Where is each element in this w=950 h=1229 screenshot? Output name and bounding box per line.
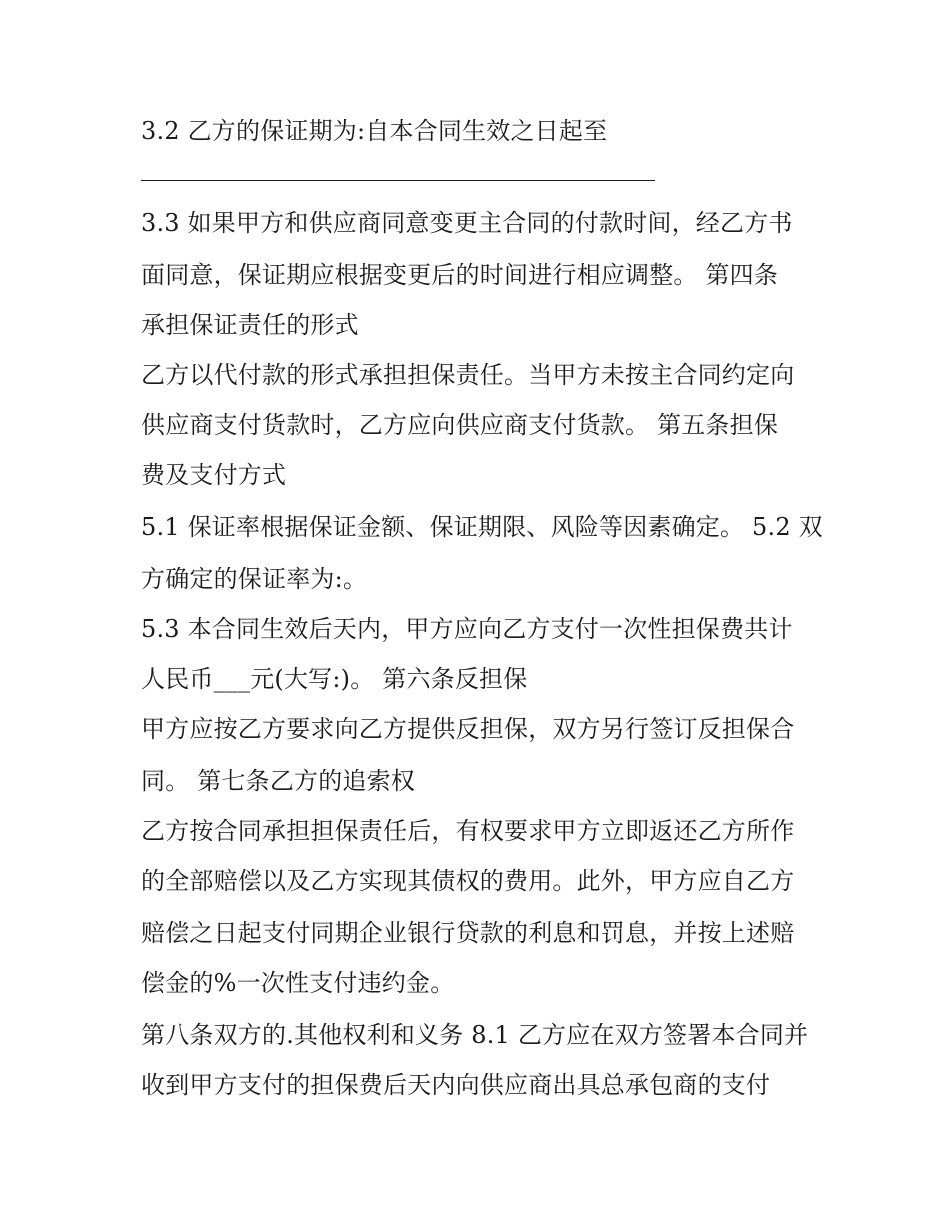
text-line: 承担保证责任的形式 bbox=[141, 311, 359, 339]
text-line: 3.3 如果甲方和供应商同意变更主合同的付款时间，经乙方书 bbox=[141, 209, 793, 237]
text-line: 的全部赔偿以及乙方实现其债权的费用。此外，甲方应自乙方 bbox=[141, 867, 795, 895]
text-line: 5.1 保证率根据保证金额、保证期限、风险等因素确定。 5.2 双 bbox=[141, 513, 823, 541]
text-line: 乙方按合同承担担保责任后，有权要求甲方立即返还乙方所作 bbox=[141, 817, 795, 845]
text-line: 赔偿之日起支付同期企业银行贷款的利息和罚息，并按上述赔 bbox=[141, 919, 795, 947]
text-line: 偿金的%一次性支付违约金。 bbox=[141, 969, 455, 997]
text-line: 第八条双方的.其他权利和义务 8.1 乙方应在双方签署本合同并 bbox=[141, 1021, 809, 1049]
text-line: 面同意，保证期应根据变更后的时间进行相应调整。 第四条 bbox=[141, 261, 779, 289]
text-line: 3.2 乙方的保证期为:自本合同生效之日起至 bbox=[141, 117, 608, 145]
blank-fill-line bbox=[141, 180, 655, 181]
text-line: 5.3 本合同生效后天内，甲方应向乙方支付一次性担保费共计 bbox=[141, 615, 793, 643]
text-line: 乙方以代付款的形式承担担保责任。当甲方未按主合同约定向 bbox=[141, 361, 795, 389]
text-line: 费及支付方式 bbox=[141, 461, 287, 489]
text-line: 人民币___元(大写:)。 第六条反担保 bbox=[141, 665, 528, 693]
text-line: 甲方应按乙方要求向乙方提供反担保，双方另行签订反担保合 bbox=[141, 715, 795, 743]
text-line: 供应商支付货款时，乙方应向供应商支付货款。 第五条担保 bbox=[141, 411, 779, 439]
text-line: 方确定的保证率为:。 bbox=[141, 565, 368, 593]
text-line: 收到甲方支付的担保费后天内向供应商出具总承包商的支付 bbox=[141, 1071, 771, 1099]
text-line: 同。 第七条乙方的追索权 bbox=[141, 767, 416, 795]
